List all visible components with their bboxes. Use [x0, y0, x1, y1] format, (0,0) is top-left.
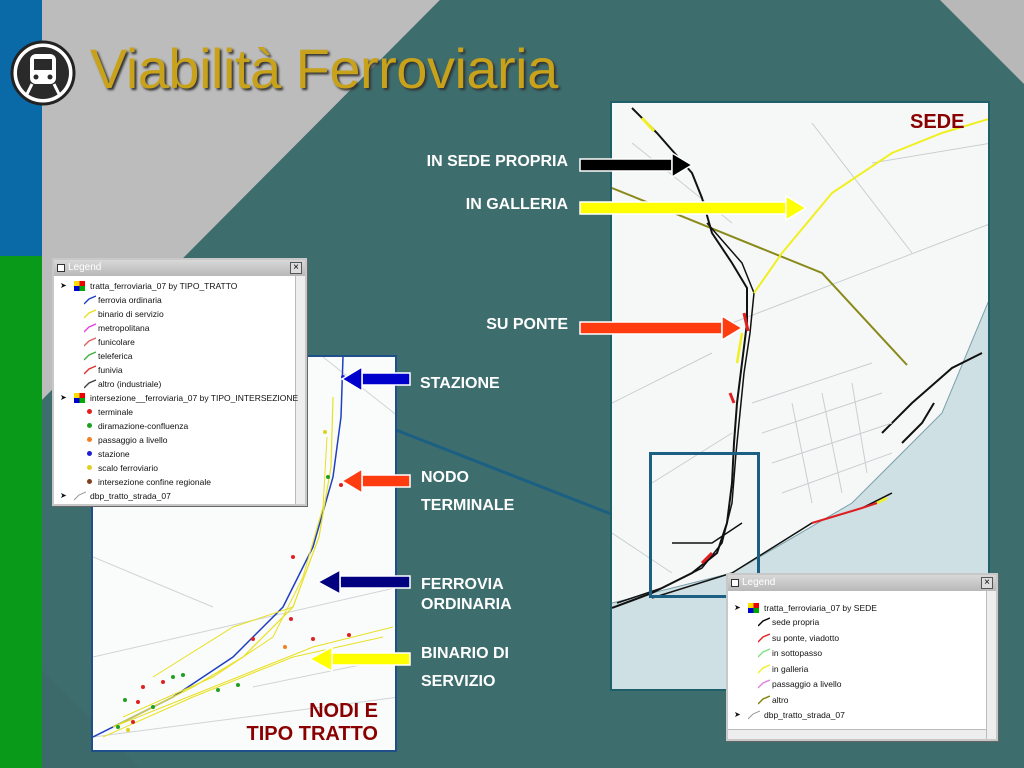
road-line-icon	[74, 491, 86, 501]
legend-item	[60, 377, 291, 391]
legend-item	[60, 419, 291, 433]
road-line-icon	[748, 710, 760, 720]
line-symbol-icon	[758, 617, 770, 627]
layer-icon	[74, 393, 85, 403]
legend-item	[60, 405, 291, 419]
legend-item	[734, 646, 982, 662]
legend-item	[734, 631, 982, 647]
legend-item-label: scalo ferroviario	[98, 463, 158, 473]
point-symbol-icon	[87, 465, 92, 470]
cursor-icon: ➤	[60, 491, 67, 500]
legend-layer-row[interactable]	[60, 489, 291, 503]
legend-layer-label: tratta_ferroviaria_07 by SEDE	[764, 603, 877, 613]
legend-item-label: teleferica	[98, 351, 133, 361]
legend-layer-row[interactable]	[734, 601, 982, 615]
legend-body	[54, 276, 305, 503]
close-icon[interactable]: ×	[290, 262, 302, 274]
cursor-icon: ➤	[60, 281, 67, 290]
legend-layer-row[interactable]	[60, 279, 291, 293]
line-symbol-icon	[758, 679, 770, 689]
legend-title: Legend	[742, 577, 776, 588]
legend-window-sede[interactable]	[726, 573, 998, 741]
line-symbol-icon	[84, 365, 96, 375]
legend-item-label: passaggio a livello	[772, 679, 842, 689]
railway-su-ponte-2	[730, 393, 734, 403]
callout-ordinaria: ORDINARIA	[421, 596, 512, 613]
legend-layer-row[interactable]	[734, 708, 982, 722]
legend-titlebar[interactable]	[728, 575, 996, 591]
legend-item	[60, 293, 291, 307]
point-symbol-icon	[87, 479, 92, 484]
line-symbol-icon	[758, 695, 770, 705]
line-symbol-icon	[84, 309, 96, 319]
legend-item	[734, 677, 982, 693]
legend-item-label: funicolare	[98, 337, 135, 347]
cursor-icon: ➤	[60, 393, 67, 402]
cursor-icon: ➤	[734, 603, 741, 612]
legend-item	[60, 335, 291, 349]
railway-in-galleria-4	[642, 118, 654, 131]
callout-binario-di-servizio	[421, 640, 509, 696]
legend-item-label: altro (industriale)	[98, 379, 162, 389]
legend-window-icon	[731, 579, 739, 587]
legend-item	[60, 363, 291, 377]
legend-item-label: in sottopasso	[772, 648, 823, 658]
map-label-sede: SEDE	[910, 111, 965, 133]
map-label-nodi-tipo-tratto	[247, 700, 378, 746]
legend-horizontal-scrollbar[interactable]	[728, 729, 986, 739]
railway-in-galleria-2	[737, 333, 742, 363]
legend-window-tipo-tratto[interactable]	[52, 258, 307, 506]
legend-item-label: stazione	[98, 449, 130, 459]
callout-in-galleria: IN GALLERIA	[465, 196, 568, 213]
cursor-icon: ➤	[734, 710, 741, 719]
point-symbol-icon	[87, 423, 92, 428]
legend-layer-label: intersezione__ferroviaria_07 by TIPO_INTERSEZIONE	[90, 393, 299, 403]
slide-title: Viabilità Ferroviaria	[90, 37, 558, 100]
legend-item-label: intersezione confine regionale	[98, 477, 211, 487]
point-symbol-icon	[87, 437, 92, 442]
layer-icon	[748, 603, 759, 613]
layer-icon	[74, 281, 85, 291]
line-symbol-icon	[84, 351, 96, 361]
legend-item-label: terminale	[98, 407, 133, 417]
callout-servizio: SERVIZIO	[421, 673, 496, 690]
legend-window-icon	[57, 264, 65, 272]
legend-item	[60, 447, 291, 461]
callout-ferrovia-ordinaria	[421, 575, 512, 615]
legend-item-label: metropolitana	[98, 323, 150, 333]
line-symbol-icon	[758, 648, 770, 658]
legend-item-label: passaggio a livello	[98, 435, 168, 445]
legend-item	[734, 693, 982, 709]
line-symbol-icon	[84, 337, 96, 347]
side-bar-blue	[0, 0, 42, 256]
legend-item-label: altro	[772, 694, 789, 705]
line-symbol-icon	[84, 379, 96, 389]
legend-item	[60, 321, 291, 335]
legend-layer-label: tratta_ferroviaria_07 by TIPO_TRATTO	[90, 281, 238, 291]
legend-item	[60, 461, 291, 475]
side-bar-green	[0, 256, 42, 768]
railway-in-galleria	[754, 118, 990, 293]
map-label-nodi-line2: TIPO TRATTO	[246, 723, 378, 745]
callout-stazione: STAZIONE	[420, 375, 500, 392]
legend-item	[60, 307, 291, 321]
legend-item	[60, 475, 291, 489]
legend-item	[60, 349, 291, 363]
close-icon[interactable]: ×	[981, 577, 993, 589]
legend-item-label: sede propria	[772, 617, 820, 627]
line-symbol-icon	[84, 323, 96, 333]
line-symbol-icon	[758, 664, 770, 674]
legend-item	[60, 433, 291, 447]
legend-title: Legend	[68, 262, 102, 273]
callout-su-ponte: SU PONTE	[486, 316, 568, 333]
railway-altro	[612, 188, 907, 365]
legend-layer-label: dbp_tratto_strada_07	[90, 491, 171, 501]
point-symbol-icon	[87, 409, 92, 414]
legend-body	[728, 591, 996, 722]
map-label-nodi-line1: NODI E	[309, 700, 378, 722]
legend-item-label: funivia	[98, 365, 123, 375]
legend-titlebar[interactable]	[54, 260, 305, 276]
legend-item	[734, 662, 982, 678]
legend-item-label: su ponte, viadotto	[772, 632, 840, 643]
callout-terminale: TERMINALE	[421, 497, 515, 514]
callout-nodo-terminale	[421, 464, 514, 520]
line-symbol-icon	[758, 633, 770, 643]
legend-layer-row[interactable]	[60, 391, 299, 405]
train-icon	[10, 40, 76, 106]
callout-binario-di: BINARIO DI	[421, 645, 509, 662]
legend-layer-label: dbp_tratto_strada_07	[764, 710, 845, 720]
callout-ferrovia: FERROVIA	[421, 576, 504, 593]
line-symbol-icon	[84, 295, 96, 305]
callout-nodo: NODO	[421, 469, 469, 486]
legend-item-label: diramazione-confluenza	[98, 421, 189, 431]
legend-item	[734, 615, 982, 631]
legend-item-label: binario di servizio	[98, 309, 164, 319]
callout-in-sede-propria: IN SEDE PROPRIA	[426, 153, 568, 170]
point-symbol-icon	[87, 451, 92, 456]
legend-item-label: in galleria	[772, 663, 809, 674]
legend-item-label: ferrovia ordinaria	[98, 295, 162, 305]
